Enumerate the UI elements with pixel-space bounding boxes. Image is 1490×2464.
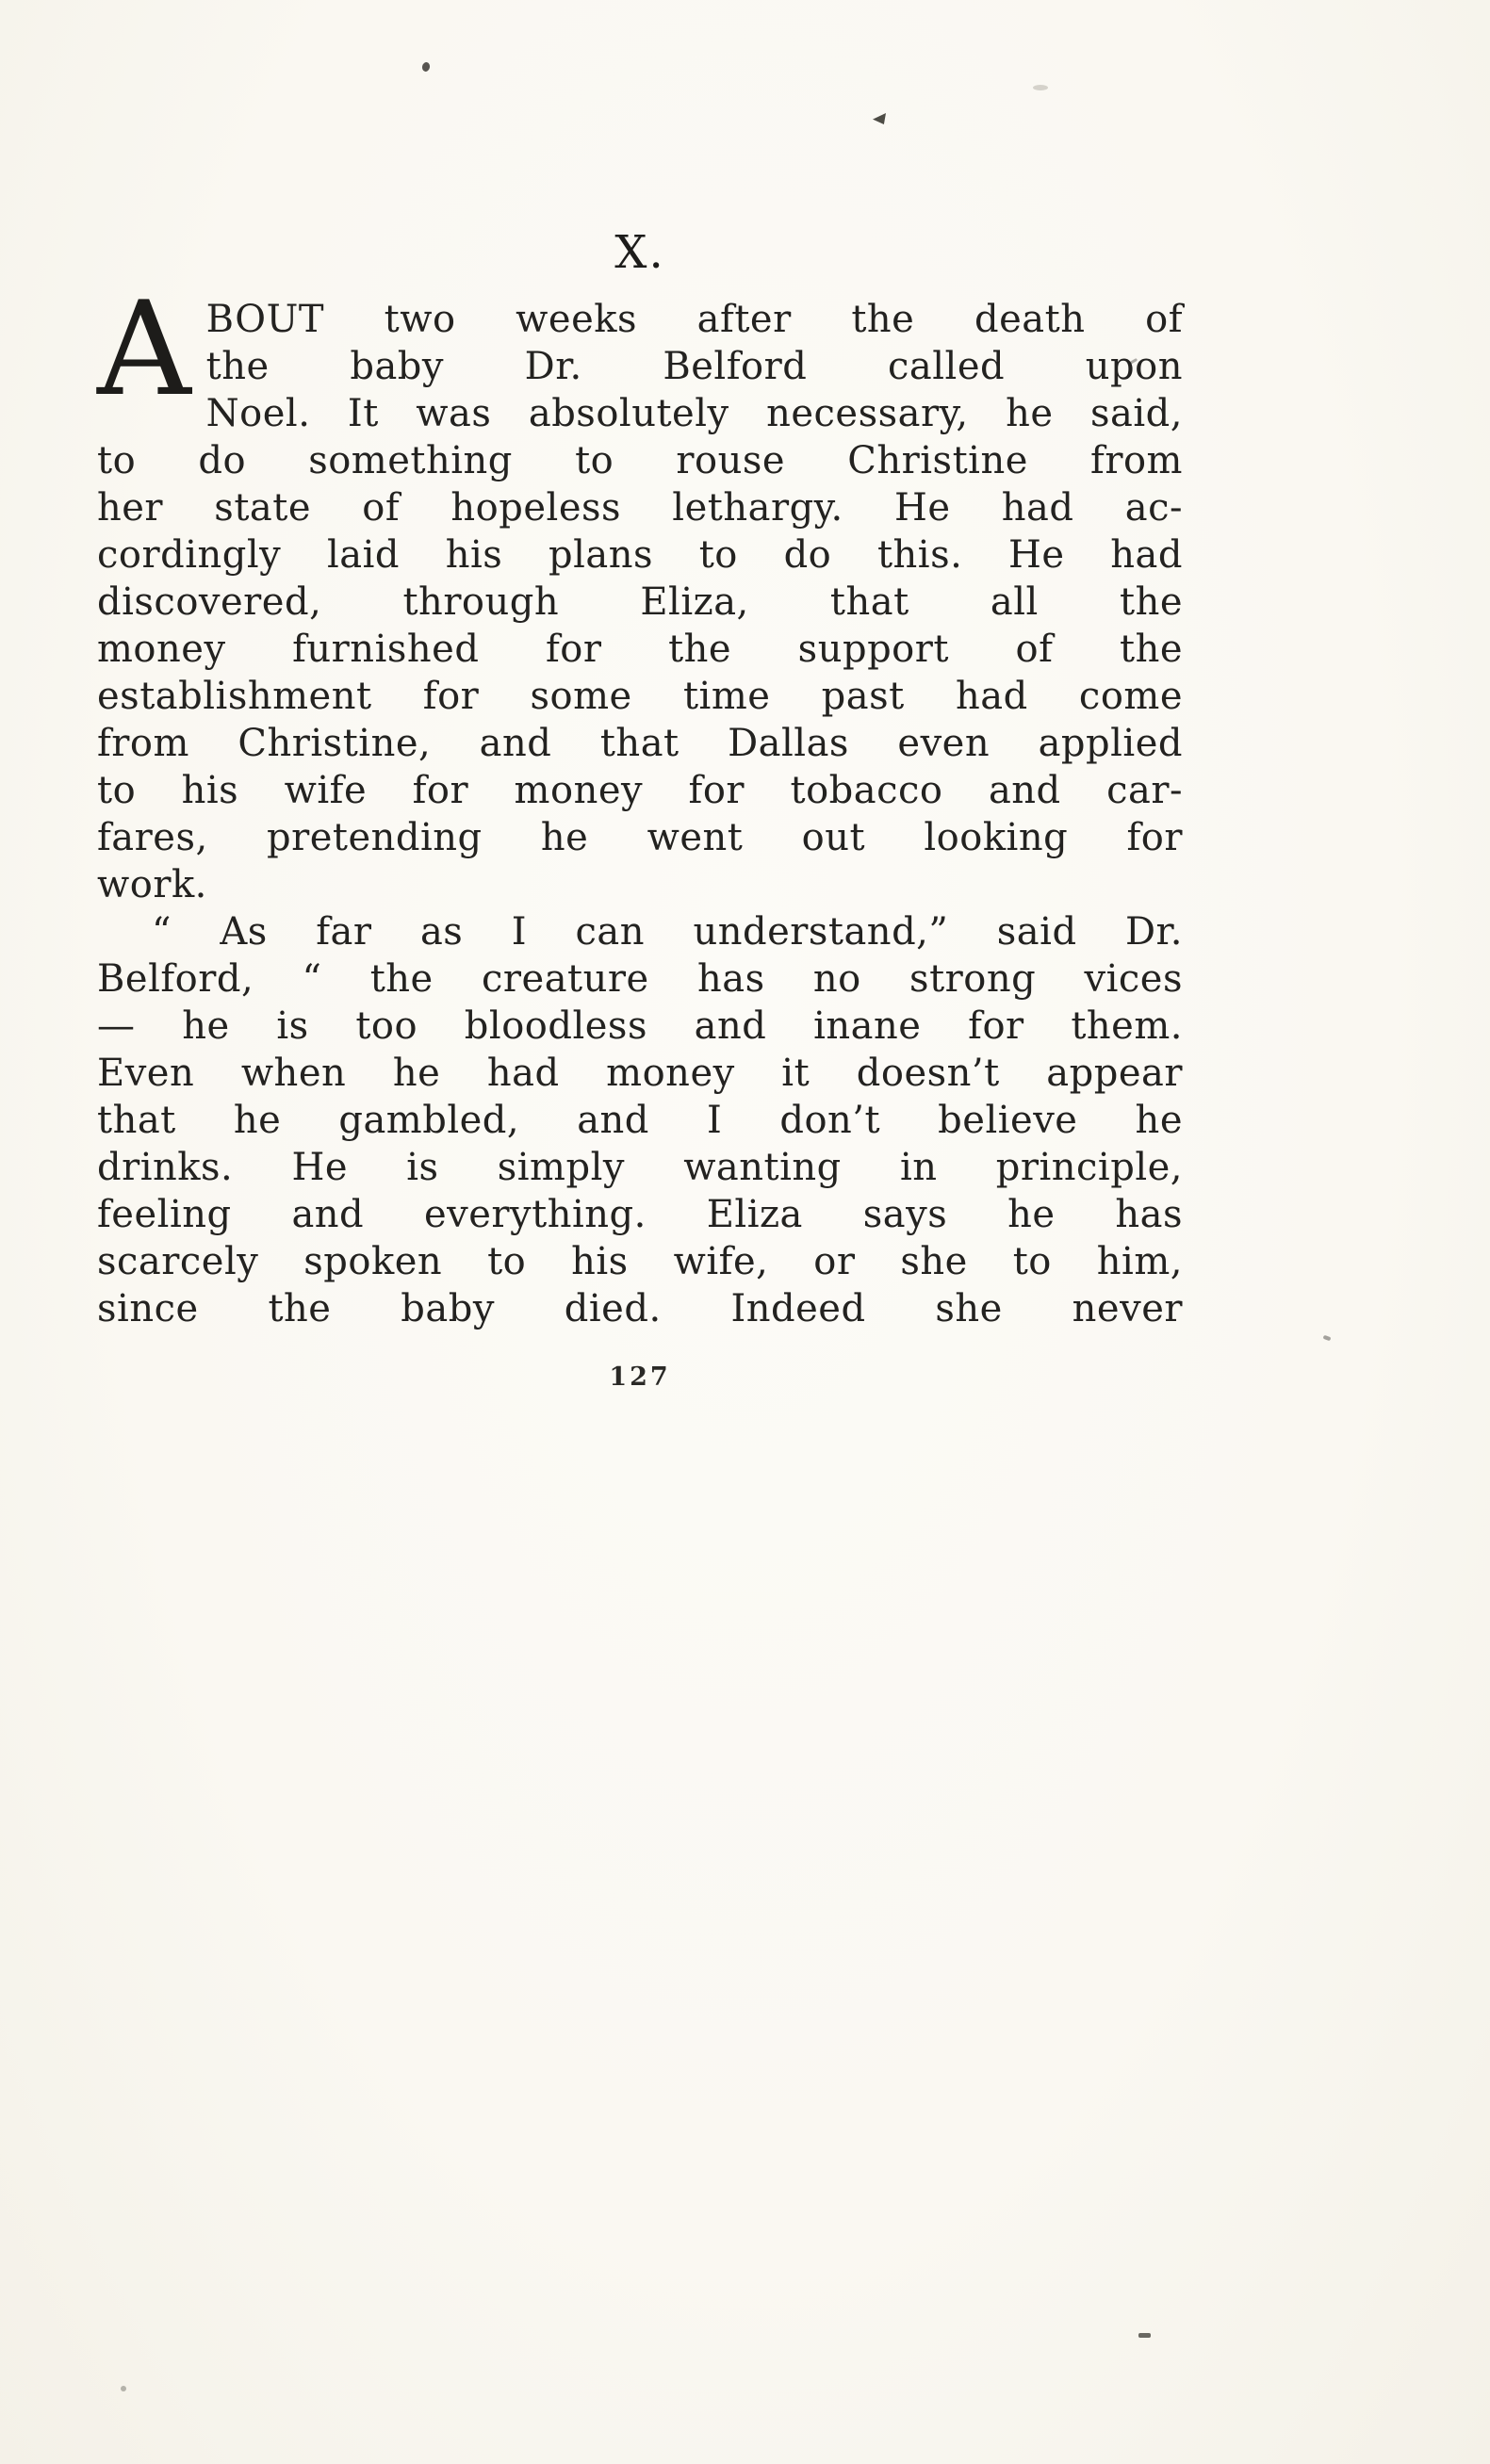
scan-speck-icon [121,2386,126,2391]
text-line: to his wife for money for tobacco and car- [97,769,1183,812]
drop-cap: A [97,273,191,425]
text-line: fares, pretending he went out looking for [97,816,1183,859]
text-line: scarcely spoken to his wife, or she to him, [97,1240,1183,1283]
text-line: her state of hopeless lethargy. He had ac- [97,486,1183,530]
scan-speck-icon [873,113,886,124]
text-line: feeling and everything. Eliza says he has [97,1193,1183,1236]
text-line: Even when he had money it doesn’t appear [97,1052,1183,1095]
text-line: BOUT two weeks after the death of [205,298,1183,341]
text-line: Noel. It was absolutely necessary, he said, [205,392,1183,435]
scan-speck-icon [1033,85,1048,90]
chapter-heading: X. [614,226,665,279]
text-block [97,224,1183,1392]
scan-speck-icon [421,61,431,72]
text-line: drinks. He is simply wanting in principle, [97,1146,1183,1189]
text-line: Belford, “ the creature has no strong vices [97,957,1183,1001]
paragraph [97,273,1183,908]
text-line: work. [97,863,207,906]
scan-speck-icon [1323,1335,1332,1341]
text-line: cordingly laid his plans to do this. He had [97,533,1183,577]
text-line: to do something to rouse Christine from [97,439,1183,482]
text-line: discovered, through Eliza, that all the [97,580,1183,624]
scan-speck-icon [1138,2333,1151,2338]
paragraph [97,908,1183,1332]
page-number: 127 [609,1363,671,1392]
text-line: that he gambled, and I don’t believe he [97,1099,1183,1142]
text-line: — he is too bloodless and inane for them. [97,1004,1183,1048]
text-line: from Christine, and that Dallas even applied [97,722,1183,765]
text-line: since the baby died. Indeed she never [97,1287,1183,1330]
text-line: “ As far as I can understand,” said Dr. [152,910,1183,954]
text-line: money furnished for the support of the [97,628,1183,671]
text-line: the baby Dr. Belford called upon [205,345,1183,388]
text-line: establishment for some time past had come [97,675,1183,718]
